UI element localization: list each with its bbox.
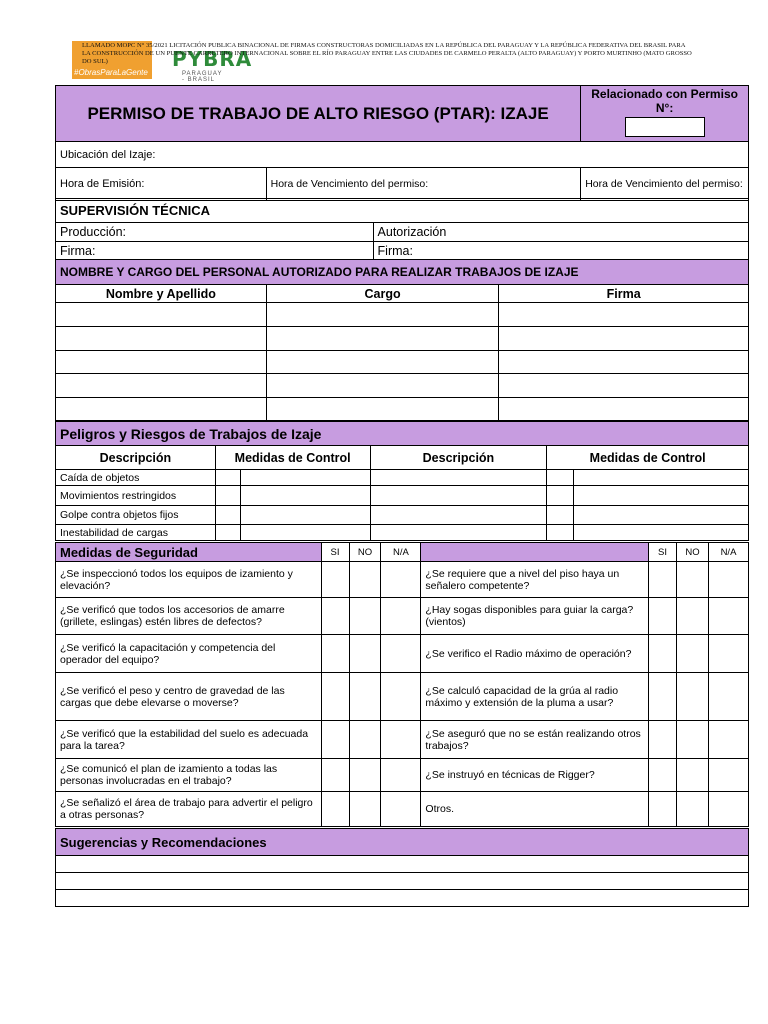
- si-check[interactable]: [649, 673, 677, 721]
- col-medidas-1: Medidas de Control: [215, 446, 370, 470]
- peligro-item: Movimientos restringidos: [56, 486, 216, 506]
- table-row: [56, 673, 749, 721]
- ubicacion-field[interactable]: Ubicación del Izaje:: [56, 142, 749, 168]
- si-check[interactable]: [649, 721, 677, 759]
- pregunta-izq: ¿Se verificó que la estabilidad del suelo es adecuada para la tarea?: [56, 721, 322, 759]
- table-row: [56, 374, 749, 398]
- table-row: [56, 470, 749, 486]
- table-row: [56, 635, 749, 673]
- si-check[interactable]: [321, 721, 349, 759]
- table-row: [56, 792, 749, 827]
- logo-sub: PARAGUAY - BRASIL: [182, 71, 223, 83]
- na-check[interactable]: [708, 598, 748, 635]
- pregunta-der: ¿Se requiere que a nivel del piso haya un señalero competente?: [421, 562, 649, 598]
- related-permit-label: Relacionado con Permiso N°:: [591, 87, 738, 115]
- col-si: SI: [321, 543, 349, 562]
- checkbox-cell[interactable]: [547, 525, 574, 541]
- na-check[interactable]: [381, 721, 421, 759]
- medida-cell[interactable]: [574, 470, 749, 486]
- seguridad-table: [55, 542, 749, 827]
- pregunta-der: ¿Hay sogas disponibles para guiar la carga? (vientos): [421, 598, 649, 635]
- checkbox-cell[interactable]: [547, 486, 574, 506]
- na-check[interactable]: [708, 635, 748, 673]
- peligros-title: Peligros y Riesgos de Trabajos de Izaje: [56, 422, 749, 446]
- nombre-cell[interactable]: [56, 351, 267, 374]
- pregunta-der: ¿Se verifico el Radio máximo de operación?: [421, 635, 649, 673]
- si-check[interactable]: [321, 598, 349, 635]
- si-check[interactable]: [321, 759, 349, 792]
- na-check[interactable]: [381, 562, 421, 598]
- si-check[interactable]: [321, 562, 349, 598]
- checkbox-cell[interactable]: [215, 470, 240, 486]
- nombre-cell[interactable]: [56, 398, 267, 421]
- col-na: N/A: [381, 543, 421, 562]
- peligro-item: Caída de objetos: [56, 470, 216, 486]
- no-check[interactable]: [677, 562, 709, 598]
- permit-header-table: [55, 85, 749, 201]
- pregunta-der: ¿Se instruyó en técnicas de Rigger?: [421, 759, 649, 792]
- no-check[interactable]: [677, 792, 709, 827]
- si-check[interactable]: [649, 792, 677, 827]
- no-check[interactable]: [349, 562, 381, 598]
- checkbox-cell[interactable]: [215, 506, 240, 525]
- header-text: LLAMADO MOPC N° 35/2021 LICITACIÓN PUBLICA BINACIONAL DE FIRMAS CONSTRUCTORAS DOMICILIADAS EN LA REPÚBLICA DEL PARAGUAY Y LA REPÚBLICA FEDERATIVA DEL BRASIL PARA LA CONSTRUCCIÓN DE UN PUENTE CARRETERO INTERNACIONAL SOBRE EL RÍO PARAGUAY ENTRE LAS CIUDADES DE CARMELO PERALTA (ALTO PARAGUAY) Y PORTO MURTINHO (MATO GROSSO DO SUL): [82, 42, 692, 65]
- no-check[interactable]: [677, 635, 709, 673]
- supervision-title: SUPERVISIÓN TÉCNICA: [56, 199, 749, 223]
- no-check[interactable]: [349, 759, 381, 792]
- peligro-item: Inestabilidad de cargas: [56, 525, 216, 541]
- na-check[interactable]: [381, 673, 421, 721]
- checkbox-cell[interactable]: [547, 470, 574, 486]
- nombre-cell[interactable]: [56, 327, 267, 351]
- personal-table: [55, 259, 749, 421]
- seguridad-title-right: [421, 543, 649, 562]
- firma-cell[interactable]: [499, 398, 749, 421]
- na-check[interactable]: [381, 635, 421, 673]
- table-row: [56, 759, 749, 792]
- peligro-item: Golpe contra objetos fijos: [56, 506, 216, 525]
- firma-autorizacion-field[interactable]: Firma:: [373, 242, 748, 260]
- col-na-2: N/A: [708, 543, 748, 562]
- pregunta-der: ¿Se aseguró que no se están realizando otros trabajos?: [421, 721, 649, 759]
- sugerencias-line[interactable]: [56, 890, 749, 907]
- si-check[interactable]: [321, 792, 349, 827]
- na-check[interactable]: [708, 792, 748, 827]
- no-check[interactable]: [349, 792, 381, 827]
- na-check[interactable]: [708, 759, 748, 792]
- sugerencias-line[interactable]: [56, 856, 749, 873]
- checkbox-cell[interactable]: [215, 525, 240, 541]
- col-cargo: Cargo: [266, 285, 499, 303]
- checkbox-cell[interactable]: [547, 506, 574, 525]
- logo-tag: #ObrasParaLaGente: [74, 68, 148, 77]
- related-permit-cell: [581, 86, 749, 142]
- no-check[interactable]: [677, 721, 709, 759]
- medida-cell[interactable]: [574, 486, 749, 506]
- table-row: [56, 506, 749, 525]
- pregunta-izq: ¿Se inspeccionó todos los equipos de izamiento y elevación?: [56, 562, 322, 598]
- pregunta-der: Otros.: [421, 792, 649, 827]
- cargo-cell[interactable]: [266, 327, 499, 351]
- table-row: [56, 486, 749, 506]
- peligros-table: [55, 421, 749, 541]
- pregunta-izq: ¿Se verificó el peso y centro de gravedad de las cargas que debe elevarse o moverse?: [56, 673, 322, 721]
- nombre-cell[interactable]: [56, 303, 267, 327]
- table-row: [56, 398, 749, 421]
- no-check[interactable]: [349, 673, 381, 721]
- descripcion-cell[interactable]: [370, 525, 547, 541]
- no-check[interactable]: [677, 759, 709, 792]
- no-check[interactable]: [677, 598, 709, 635]
- pregunta-izq: ¿Se señalizó el área de trabajo para advertir el peligro a otras personas?: [56, 792, 322, 827]
- form-title: PERMISO DE TRABAJO DE ALTO RIESGO (PTAR): IZAJE: [56, 86, 581, 142]
- descripcion-cell[interactable]: [370, 486, 547, 506]
- si-check[interactable]: [649, 562, 677, 598]
- firma-cell[interactable]: [499, 303, 749, 327]
- seguridad-title: Medidas de Seguridad: [56, 543, 322, 562]
- sugerencias-line[interactable]: [56, 873, 749, 890]
- supervision-table: [55, 198, 749, 260]
- autorizacion-field[interactable]: Autorización: [373, 223, 748, 242]
- medida-cell[interactable]: [240, 470, 370, 486]
- na-check[interactable]: [381, 759, 421, 792]
- no-check[interactable]: [677, 673, 709, 721]
- permit-number-input[interactable]: [625, 117, 705, 137]
- medida-cell[interactable]: [240, 506, 370, 525]
- pregunta-izq: ¿Se comunicó el plan de izamiento a todas las personas involucradas en el trabajo?: [56, 759, 322, 792]
- si-check[interactable]: [321, 673, 349, 721]
- na-check[interactable]: [708, 721, 748, 759]
- col-descripcion-1: Descripción: [56, 446, 216, 470]
- descripcion-cell[interactable]: [370, 506, 547, 525]
- col-no: NO: [349, 543, 381, 562]
- si-check[interactable]: [649, 759, 677, 792]
- si-check[interactable]: [321, 635, 349, 673]
- logo-brand: PYBRA: [172, 47, 253, 71]
- table-row: [56, 327, 749, 351]
- pregunta-izq: ¿Se verificó la capacitación y competencia del operador del equipo?: [56, 635, 322, 673]
- no-check[interactable]: [349, 598, 381, 635]
- firma-cell[interactable]: [499, 327, 749, 351]
- hora-emision-field[interactable]: Hora de Emisión:: [56, 168, 267, 201]
- cargo-cell[interactable]: [266, 398, 499, 421]
- medida-cell[interactable]: [240, 486, 370, 506]
- col-nombre: Nombre y Apellido: [56, 285, 267, 303]
- na-check[interactable]: [381, 792, 421, 827]
- table-row: [56, 525, 749, 541]
- sugerencias-title: Sugerencias y Recomendaciones: [56, 829, 749, 856]
- produccion-field[interactable]: Producción:: [56, 223, 374, 242]
- no-check[interactable]: [349, 635, 381, 673]
- medida-cell[interactable]: [240, 525, 370, 541]
- pregunta-der: ¿Se calculó capacidad de la grúa al radio máximo y extensión de la pluma a usar?: [421, 673, 649, 721]
- hora-vencimiento-field-2[interactable]: Hora de Vencimiento del permiso:: [581, 168, 749, 201]
- table-row: [56, 303, 749, 327]
- checkbox-cell[interactable]: [215, 486, 240, 506]
- col-medidas-2: Medidas de Control: [547, 446, 749, 470]
- cargo-cell[interactable]: [266, 351, 499, 374]
- cargo-cell[interactable]: [266, 374, 499, 398]
- firma-cell[interactable]: [499, 374, 749, 398]
- col-si-2: SI: [649, 543, 677, 562]
- descripcion-cell[interactable]: [370, 470, 547, 486]
- table-row: [56, 562, 749, 598]
- col-no-2: NO: [677, 543, 709, 562]
- cargo-cell[interactable]: [266, 303, 499, 327]
- si-check[interactable]: [649, 635, 677, 673]
- table-row: [56, 351, 749, 374]
- firma-cell[interactable]: [499, 351, 749, 374]
- hora-vencimiento-field-1[interactable]: Hora de Vencimiento del permiso:: [266, 168, 581, 201]
- table-row: [56, 598, 749, 635]
- no-check[interactable]: [349, 721, 381, 759]
- medida-cell[interactable]: [574, 506, 749, 525]
- nombre-cell[interactable]: [56, 374, 267, 398]
- table-row: [56, 721, 749, 759]
- firma-produccion-field[interactable]: Firma:: [56, 242, 374, 260]
- na-check[interactable]: [708, 562, 748, 598]
- medida-cell[interactable]: [574, 525, 749, 541]
- personal-title: NOMBRE Y CARGO DEL PERSONAL AUTORIZADO PARA REALIZAR TRABAJOS DE IZAJE: [56, 260, 749, 285]
- col-firma: Firma: [499, 285, 749, 303]
- col-descripcion-2: Descripción: [370, 446, 547, 470]
- na-check[interactable]: [381, 598, 421, 635]
- pregunta-izq: ¿Se verificó que todos los accesorios de amarre (grillete, eslingas) estén libres de defectos?: [56, 598, 322, 635]
- si-check[interactable]: [649, 598, 677, 635]
- na-check[interactable]: [708, 673, 748, 721]
- sugerencias-table: [55, 828, 749, 907]
